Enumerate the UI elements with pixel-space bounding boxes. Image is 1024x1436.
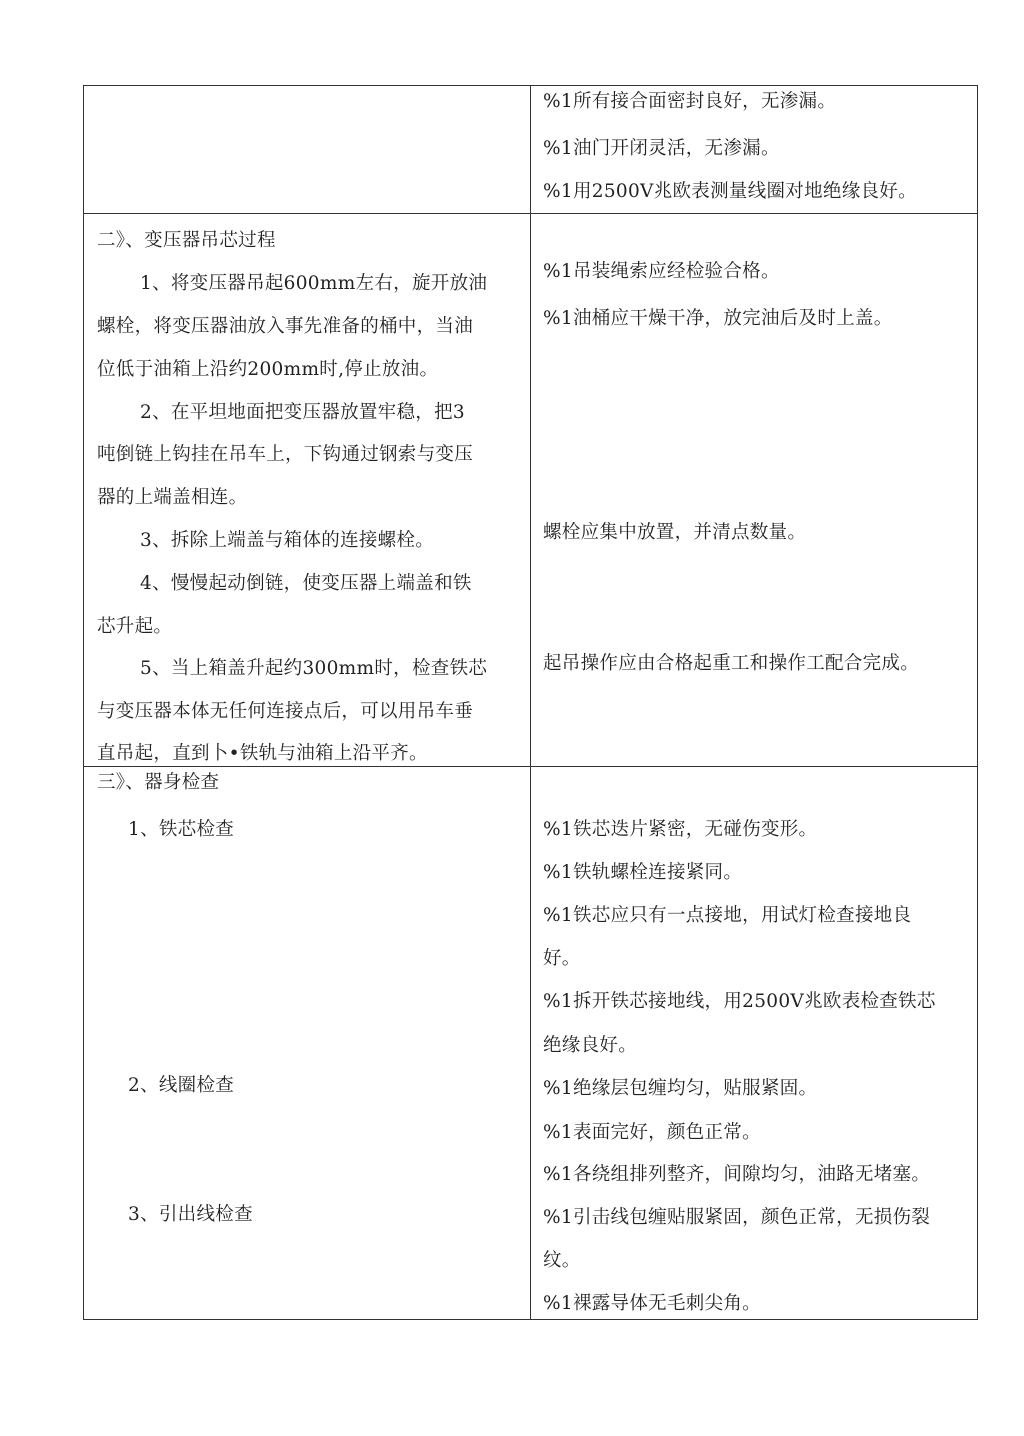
check-item: %1用2500V兆欧表测量线圈对地绝缘良好。 <box>543 181 917 202</box>
check-item: 螺栓应集中放置，并清点数量。 <box>543 522 807 543</box>
check-item: 起吊操作应由合格起重工和操作工配合完成。 <box>543 653 920 674</box>
step-text-line: 3、拆除上端盖与箱体的连接螺栓。 <box>140 530 435 551</box>
step-text-line: 4、慢慢起动倒链，使变压器上端盖和铁 <box>140 573 472 594</box>
subsection-label: 3、引出线检查 <box>128 1204 253 1225</box>
check-item: 绝缘良好。 <box>543 1035 638 1056</box>
step-text-line: 吨倒链上钩挂在吊车上，下钩通过钢索与变压 <box>97 444 474 465</box>
section-heading: 二》、变压器吊芯过程 <box>97 230 276 251</box>
check-item: %1铁芯应只有一点接地，用试灯检查接地良 <box>543 905 912 926</box>
check-item: %1油桶应干燥干净，放完油后及时上盖。 <box>543 308 893 329</box>
check-item: %1铁芯迭片紧密，无碰伤变形。 <box>543 819 818 840</box>
check-item: %1所有接合面密封良好，无渗漏。 <box>543 91 837 112</box>
check-item: %1表面完好，颜色正常。 <box>543 1122 761 1143</box>
table-column-divider <box>530 85 531 1319</box>
check-item: %1引击线包缠贴服紧固，颜色正常，无损伤裂 <box>543 1207 931 1228</box>
subsection-label: 1、铁芯检查 <box>128 819 235 840</box>
step-text-line: 器的上端盖相连。 <box>97 487 248 508</box>
check-item: %1吊装绳索应经检验合格。 <box>543 261 780 282</box>
step-text-line: 位低于油箱上沿约200mm时,停止放油。 <box>97 359 439 380</box>
table-right-border <box>977 85 978 1319</box>
section-heading: 三》、器身检查 <box>97 772 220 793</box>
table-left-border <box>83 85 84 1319</box>
subsection-label: 2、线圈检查 <box>128 1075 235 1096</box>
check-item: %1裸露导体无毛刺尖角。 <box>543 1293 761 1314</box>
check-item: %1绝缘层包缠均匀，贴服紧固。 <box>543 1078 818 1099</box>
step-text-line: 2、在平坦地面把变压器放置牢稳，把3 <box>140 402 465 423</box>
step-text-line: 1、将变压器吊起600mm左右，旋开放油 <box>140 273 488 294</box>
check-item: %1各绕组排列整齐，间隙均匀，油路无堵塞。 <box>543 1164 931 1185</box>
step-text-line: 直吊起，直到卜•铁轨与油箱上沿平齐。 <box>97 743 428 764</box>
table-bottom-border <box>83 1319 978 1320</box>
step-text-line: 与变压器本体无任何连接点后，可以用吊车垂 <box>97 701 474 722</box>
step-text-line: 5、当上箱盖升起约300mm时，检查铁芯 <box>140 658 488 679</box>
check-item: %1拆开铁芯接地线，用2500V兆欧表检查铁芯 <box>543 991 936 1012</box>
check-item: %1铁轨螺栓连接紧同。 <box>543 862 743 883</box>
check-item: 好。 <box>543 948 581 969</box>
step-text-line: 芯升起。 <box>97 616 173 637</box>
step-text-line: 螺栓，将变压器油放入事先准备的桶中，当油 <box>97 316 474 337</box>
check-item: %1油门开闭灵活，无渗漏。 <box>543 138 780 159</box>
check-item: 纹。 <box>543 1250 581 1271</box>
